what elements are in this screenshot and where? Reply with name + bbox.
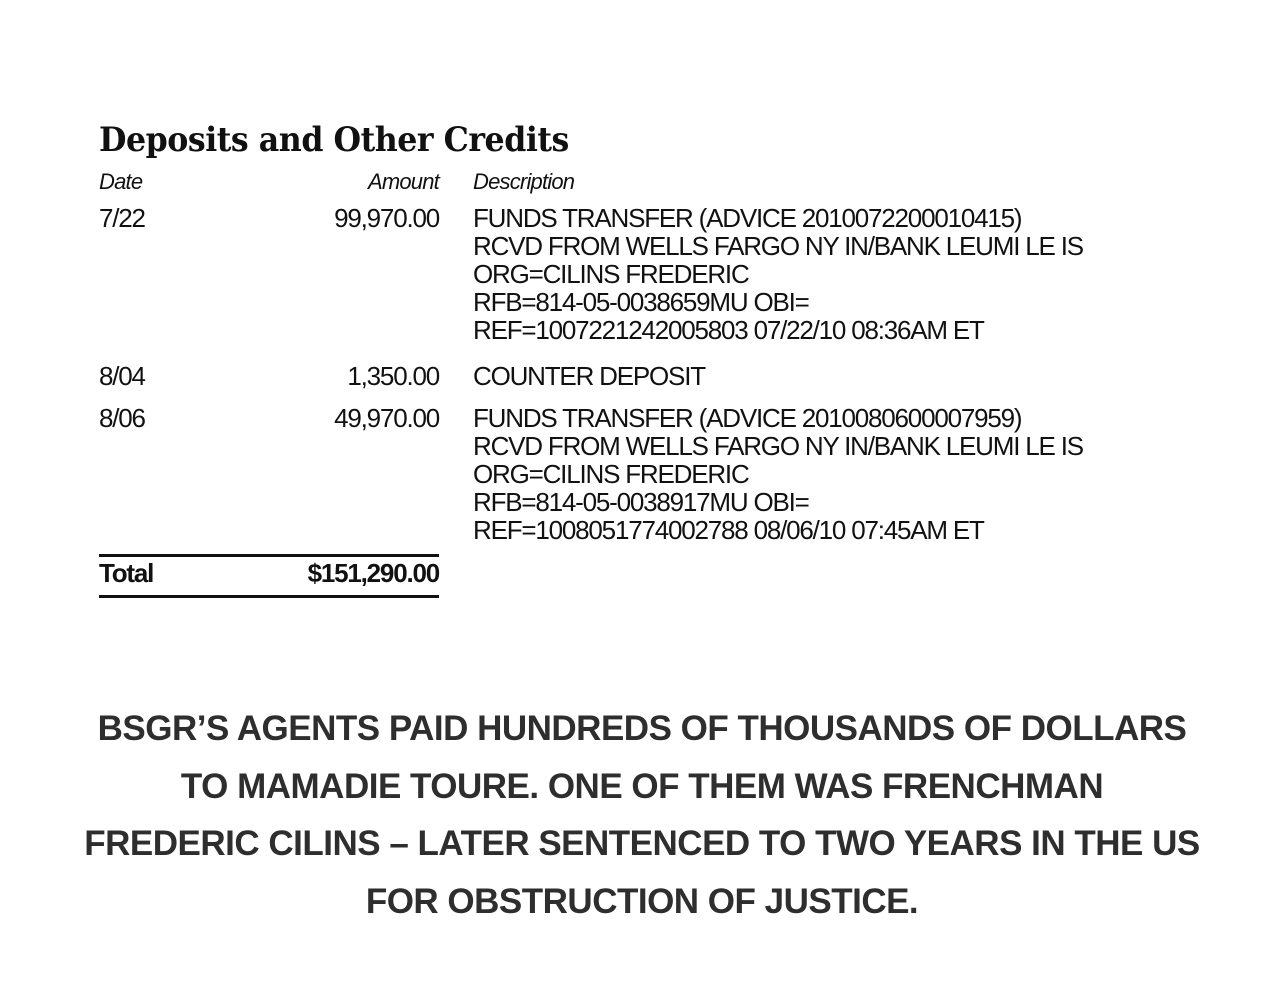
transaction-date: 8/06 [99,403,145,433]
caption-line: BSGR’S AGENTS PAID HUNDREDS OF THOUSANDS OF DOLLARS [97,709,1187,748]
transaction-amount: 49,970.00 [334,403,439,433]
transaction-row [99,362,1179,404]
transaction-row [99,404,1179,554]
caption-line: FREDERIC CILINS – LATER SENTENCED TO TWO YEARS IN THE US [84,824,1200,863]
statement-title: Deposits and Other Credits [99,120,569,160]
transaction-description [473,362,1173,390]
transaction-amount: 1,350.00 [347,361,439,391]
transaction-date: 7/22 [99,203,145,233]
description-column-header: Description [473,169,575,194]
total-label: Total [99,558,154,588]
amount-column-header: Amount [367,169,439,194]
description-line: ORG=CILINS FREDERIC [473,259,749,289]
description-line: ORG=CILINS FREDERIC [473,459,749,489]
total-amount: $151,290.00 [307,558,439,588]
bank-statement-excerpt [99,118,1179,598]
description-line: REF=1007221242005803 07/22/10 08:36AM ET [473,315,984,345]
description-line: RFB=814-05-0038659MU OBI= [473,287,809,317]
image-caption [70,700,1214,930]
description-line: RFB=814-05-0038917MU OBI= [473,487,809,517]
total-row [99,554,439,598]
transaction-amount: 99,970.00 [334,203,439,233]
caption-line: FOR OBSTRUCTION OF JUSTICE. [365,881,919,921]
transaction-description [473,404,1173,544]
transaction-description [473,204,1173,344]
description-line: FUNDS TRANSFER (ADVICE 2010072200010415) [473,203,1022,233]
date-column-header: Date [99,169,143,194]
transaction-row [99,204,1179,362]
description-line: RCVD FROM WELLS FARGO NY IN/BANK LEUMI LE IS [473,231,1083,261]
description-line: REF=1008051774002788 08/06/10 07:45AM ET [473,515,984,545]
description-line: FUNDS TRANSFER (ADVICE 2010080600007959) [473,403,1022,433]
column-header-row [99,164,1179,200]
caption-line: TO MAMADIE TOURE. ONE OF THEM WAS FRENCHMAN [180,766,1104,806]
description-line: COUNTER DEPOSIT [473,361,705,391]
description-line: RCVD FROM WELLS FARGO NY IN/BANK LEUMI LE IS [473,431,1083,461]
transaction-date: 8/04 [99,361,145,391]
